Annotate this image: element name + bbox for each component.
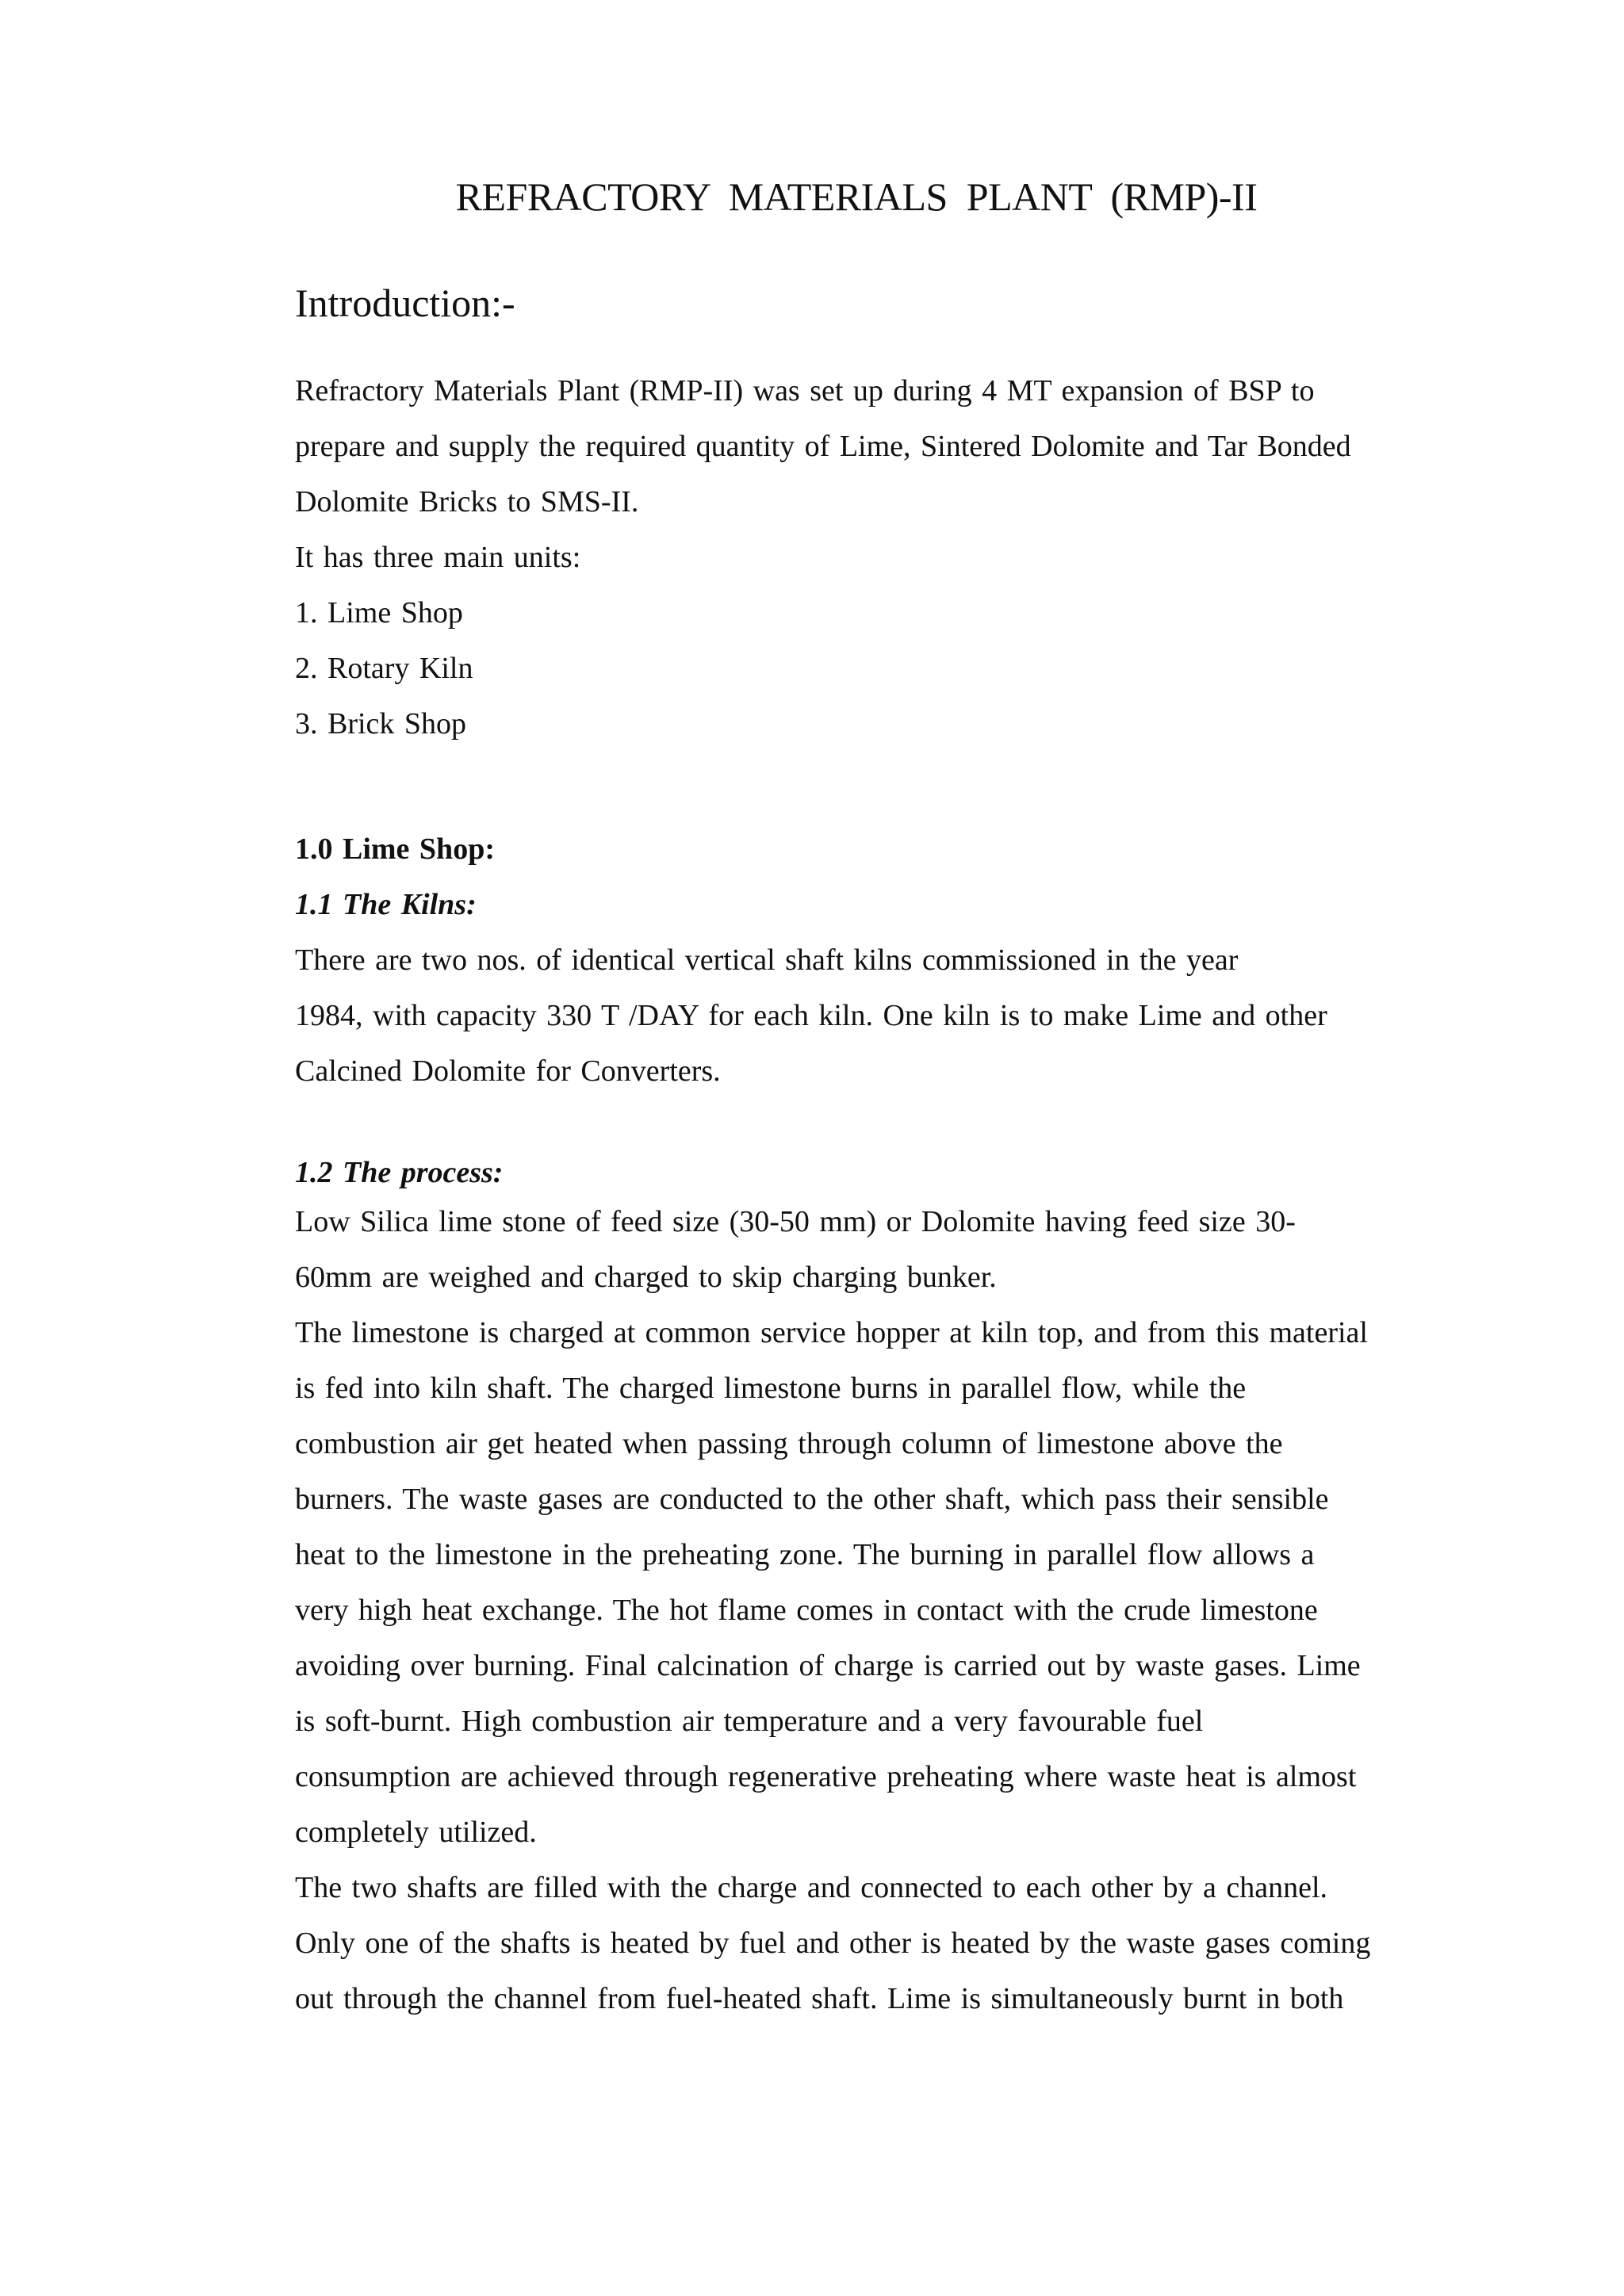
paragraph-line: Low Silica lime stone of feed size (30-50 mm) or Dolomite having feed size 30- (295, 1205, 1296, 1238)
list-item: 1. Lime Shop (295, 596, 463, 629)
paragraph-line: is soft-burnt. High combustion air temperature and a very favourable fuel (295, 1705, 1204, 1738)
introduction-paragraph (295, 363, 1421, 585)
paragraph-line: It has three main units: (295, 541, 581, 574)
list-item: 3. Brick Shop (295, 707, 467, 740)
paragraph-line: Only one of the shafts is heated by fuel and other is heated by the waste gases coming (295, 1927, 1371, 1960)
paragraph-line: burners. The waste gases are conducted to the other shaft, which pass their sensible (295, 1483, 1329, 1516)
paragraph-line: combustion air get heated when passing through column of limestone above the (295, 1427, 1283, 1460)
paragraph-line: completely utilized. (295, 1816, 537, 1849)
lime-shop-section (295, 821, 1421, 1099)
paragraph-line: is fed into kiln shaft. The charged limestone burns in parallel flow, while the (295, 1372, 1247, 1405)
introduction-heading: Introduction:- (295, 281, 515, 325)
paragraph-line: Calcined Dolomite for Converters. (295, 1054, 721, 1088)
paragraph-line: out through the channel from fuel-heated shaft. Lime is simultaneously burnt in both (295, 1982, 1344, 2015)
paragraph-line: consumption are achieved through regenerative preheating where waste heat is almost (295, 1760, 1357, 1793)
paragraph-line: 1984, with capacity 330 T /DAY for each kiln. One kiln is to make Lime and other (295, 999, 1327, 1032)
paragraph-line: very high heat exchange. The hot flame comes in contact with the crude limestone (295, 1594, 1318, 1627)
paragraph-line: Dolomite Bricks to SMS-II. (295, 485, 639, 519)
paragraph-line: 60mm are weighed and charged to skip charging bunker. (295, 1261, 997, 1294)
document-title: REFRACTORY MATERIALS PLANT (RMP)-II (455, 174, 1258, 219)
section-heading: 1.0 Lime Shop: (295, 832, 495, 866)
units-list (295, 585, 1421, 752)
paragraph-line: The two shafts are filled with the charge and connected to each other by a channel. (295, 1871, 1328, 1904)
paragraph-line: heat to the limestone in the preheating zone. The burning in parallel flow allows a (295, 1538, 1315, 1571)
paragraph-line: avoiding over burning. Final calcination of charge is carried out by waste gases. Lime (295, 1649, 1361, 1682)
subsection-heading: 1.2 The process: (295, 1156, 504, 1189)
list-item: 2. Rotary Kiln (295, 652, 473, 685)
paragraph-line: prepare and supply the required quantity of Lime, Sintered Dolomite and Tar Bonded (295, 430, 1351, 463)
paragraph-line: Refractory Materials Plant (RMP-II) was set up during 4 MT expansion of BSP to (295, 374, 1315, 408)
process-paragraph (295, 1194, 1421, 2026)
process-heading-block (295, 1151, 1421, 1194)
paragraph-line: The limestone is charged at common service hopper at kiln top, and from this material (295, 1316, 1368, 1349)
subsection-heading: 1.1 The Kilns: (295, 888, 477, 921)
paragraph-line: There are two nos. of identical vertical shaft kilns commissioned in the year (295, 943, 1239, 977)
